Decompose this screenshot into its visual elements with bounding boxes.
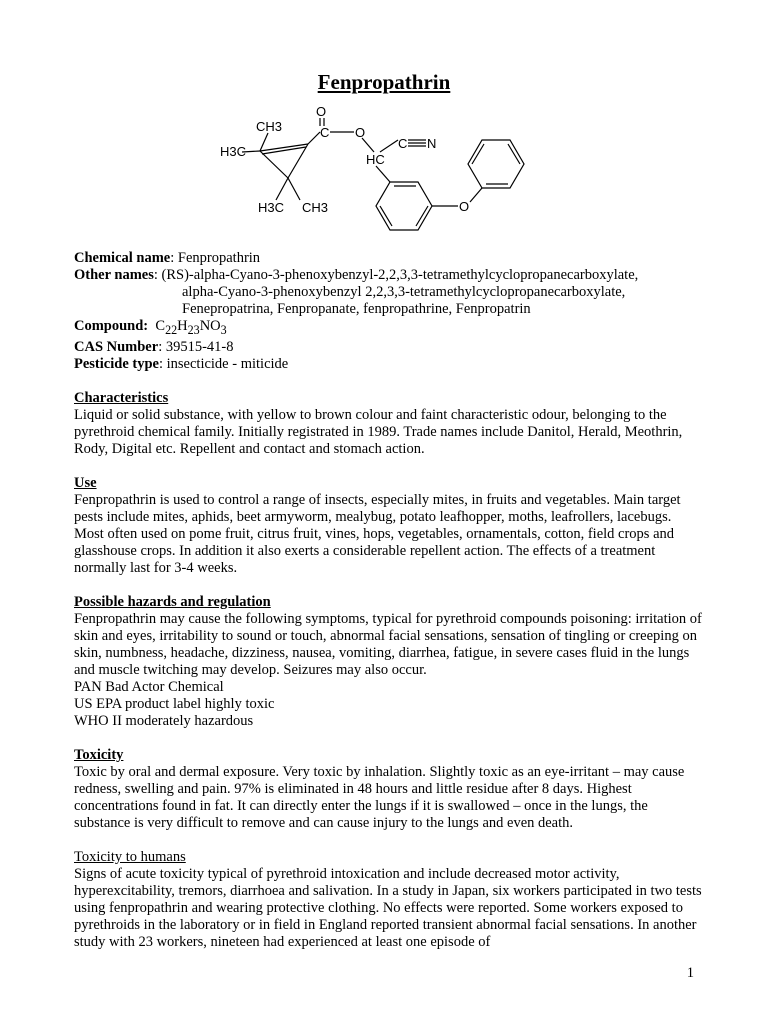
- pesticide-type-value: : insecticide - miticide: [158, 355, 289, 372]
- atom-label-h3c-bottom: H3C: [258, 200, 285, 215]
- other-names-line-2: alpha-Cyano-3-phenoxybenzyl 2,2,3,3-tetramethylcyclopropanecarboxylate,: [182, 284, 626, 300]
- characteristics-text: Liquid or solid substance, with yellow to brown colour and faint characteristic odour, belonging to the pyrethroid chemical family. Initially registrated in 1989. Trade names include Danitol, Herald, Meothrin, Rody, Digital etc. Repellent and contact and stomach action.: [74, 406, 683, 457]
- compound-row: [74, 318, 704, 339]
- hazard-line-pan: PAN Bad Actor Chemical: [74, 678, 224, 695]
- formula-h-subscript: 23: [187, 322, 200, 337]
- chemical-name-label: Chemical name: [74, 250, 171, 266]
- formula-c-subscript: 22: [165, 322, 178, 337]
- cas-number-row: [74, 339, 704, 356]
- chemical-name-value: : Fenpropathrin: [170, 250, 261, 266]
- compound-label: Compound:: [74, 318, 149, 334]
- atom-label-h3c-left: H3C: [220, 144, 247, 159]
- atom-label-o-top: O: [316, 104, 327, 119]
- hazard-line-who: WHO II moderately hazardous: [74, 712, 254, 729]
- formula-c: C: [155, 318, 166, 334]
- pesticide-type-label: Pesticide type: [74, 355, 159, 372]
- other-names-row: [74, 267, 704, 284]
- atom-label-ch3-top: CH3: [256, 119, 283, 134]
- pesticide-type-row: [74, 356, 704, 373]
- other-names-label: Other names: [74, 267, 154, 283]
- use-heading: Use: [74, 474, 97, 491]
- toxicity-humans-heading: Toxicity to humans: [74, 848, 186, 865]
- page-title: Fenpropathrin: [317, 70, 451, 94]
- toxicity-heading: Toxicity: [74, 746, 124, 763]
- toxicity-humans-text: Signs of acute toxicity typical of pyrethroid intoxication and include decreased motor activity, hyperexcitability, tremors, diarrhoea and salivation. In a study in Japan, six workers participated in two tests using fenpropathrin and wearing protective clothing. No effects were reported. Some workers exposed to pyrethroids in the laboratory or in field in England reported transient abnormal facial sensations. In another study with 23 workers, nineteen had experienced at least one episode of: [74, 865, 702, 950]
- use-text: Fenpropathrin is used to control a range of insects, especially mites, in fruits and vegetables. Main target pests include mites, aphids, beet armyworm, mealybug, potato leafhopper, moths, leafrollers, lacebugs. Most often used on pome fruit, citrus fruit, vines, hops, vegetables, ornamentals, cotton, field crops and glasshouse crops. In addition it also exerts a considerable repellent action. The effects of a treatment normally last for 3-4 weeks.: [74, 491, 681, 576]
- document-body: [74, 250, 704, 951]
- chemical-structure-diagram: [220, 100, 530, 250]
- formula-h: H: [177, 318, 188, 334]
- atom-label-hc: HC: [366, 152, 385, 167]
- characteristics-heading: Characteristics: [74, 389, 169, 406]
- formula-o-subscript: 3: [220, 322, 227, 337]
- cas-number-value: : 39515-41-8: [158, 338, 234, 355]
- atom-label-o-ester: O: [355, 125, 366, 140]
- atom-label-c-carbonyl: C: [320, 125, 330, 140]
- page-number: 1: [686, 965, 694, 981]
- other-names-line-1: : (RS)-alpha-Cyano-3-phenoxybenzyl-2,2,3,3-tetramethylcyclopropanecarboxylate,: [153, 267, 639, 283]
- cas-number-label: CAS Number: [74, 338, 159, 355]
- hazards-heading: Possible hazards and regulation: [74, 593, 271, 610]
- atom-label-o-ether: O: [459, 199, 470, 214]
- atom-label-ch3-bottom: CH3: [302, 200, 329, 215]
- chemical-name-row: [74, 250, 704, 267]
- other-names-line-3: Fenepropatrina, Fenpropanate, fenpropathrine, Fenpropatrin: [182, 301, 531, 317]
- atom-label-c-nitrile: C: [398, 136, 408, 151]
- atom-label-n: N: [427, 136, 437, 151]
- hazard-line-epa: US EPA product label highly toxic: [74, 695, 275, 712]
- toxicity-text: Toxic by oral and dermal exposure. Very toxic by inhalation. Slightly toxic as an eye-irritant – may cause redness, swelling and pain. 97% is eliminated in 48 hours and little residue after 8 days. Highest concentrations found in fat. It can directly enter the lungs if it is swallowed – once in the lungs, the substance is very difficult to remove and can cause injury to the lungs and even death.: [74, 763, 685, 831]
- formula-no: NO: [199, 318, 221, 334]
- hazards-text: Fenpropathrin may cause the following symptoms, typical for pyrethroid compounds poisoning: irritation of skin and eyes, irritability to sound or touch, abnormal facial sensations, sensation of tingling or creeping on skin, numbness, headache, dizziness, nausea, vomiting, diarrhea, fatigue, in severe cases fluid in the lungs and muscle twitching may develop. Seizures may also occur.: [74, 610, 702, 678]
